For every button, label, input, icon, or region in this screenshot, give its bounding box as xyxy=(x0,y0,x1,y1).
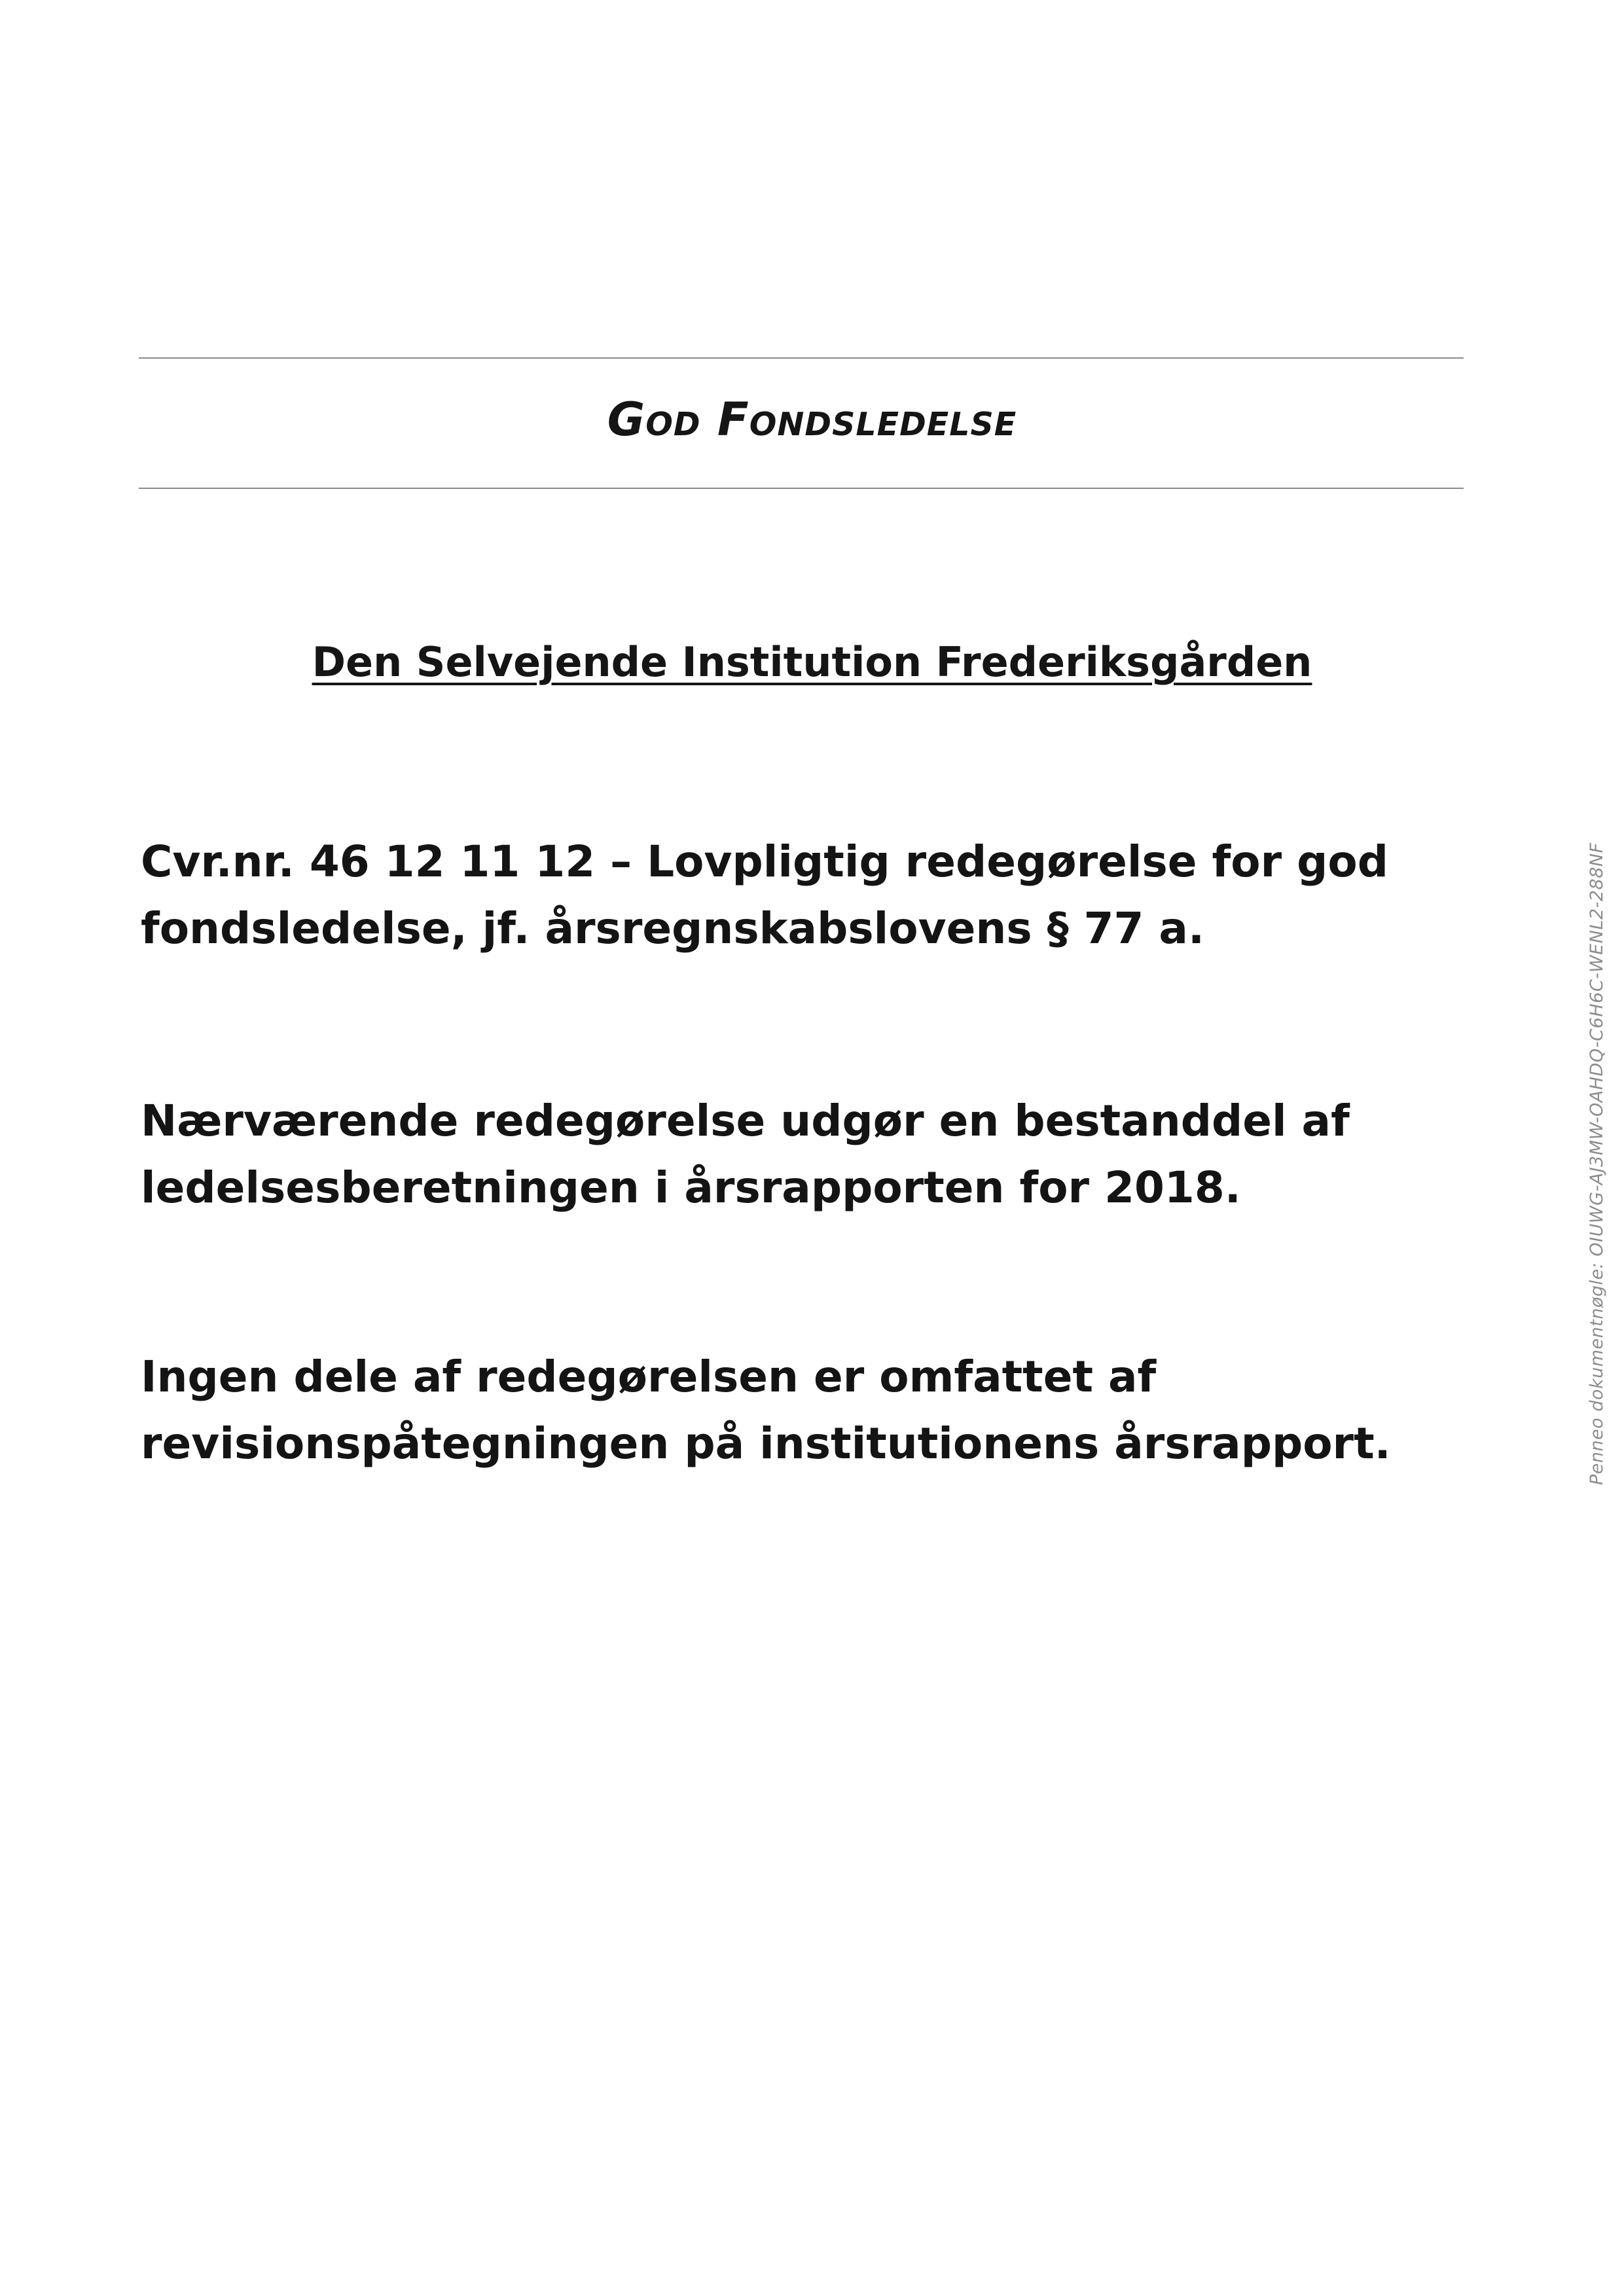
paragraph-cvr-statement: Cvr.nr. 46 12 11 12 – Lovpligtig redegørelse for god fondsledelse, jf. årsregnskabslovens § 77 a. xyxy=(141,836,1388,954)
document-key-sidemark: Penneo dokumentnøgle: OIUWG-AJ3MW-OAHDQ-C6H6C-WENL2-288NF xyxy=(1587,842,1607,1485)
top-divider xyxy=(139,357,1464,359)
document-heading: God Fondsledelse xyxy=(607,393,1017,446)
organization-name: Den Selvejende Institution Frederiksgården xyxy=(312,638,1312,686)
paragraph-management-report: Nærværende redegørelse udgør en bestanddel af ledelsesberetningen i årsrapporten for 2018. xyxy=(141,1096,1350,1213)
bottom-divider xyxy=(139,488,1464,489)
paragraph-audit-note: Ingen dele af redegørelsen er omfattet af revisionspåtegningen på institutionens årsrapport. xyxy=(141,1352,1391,1469)
